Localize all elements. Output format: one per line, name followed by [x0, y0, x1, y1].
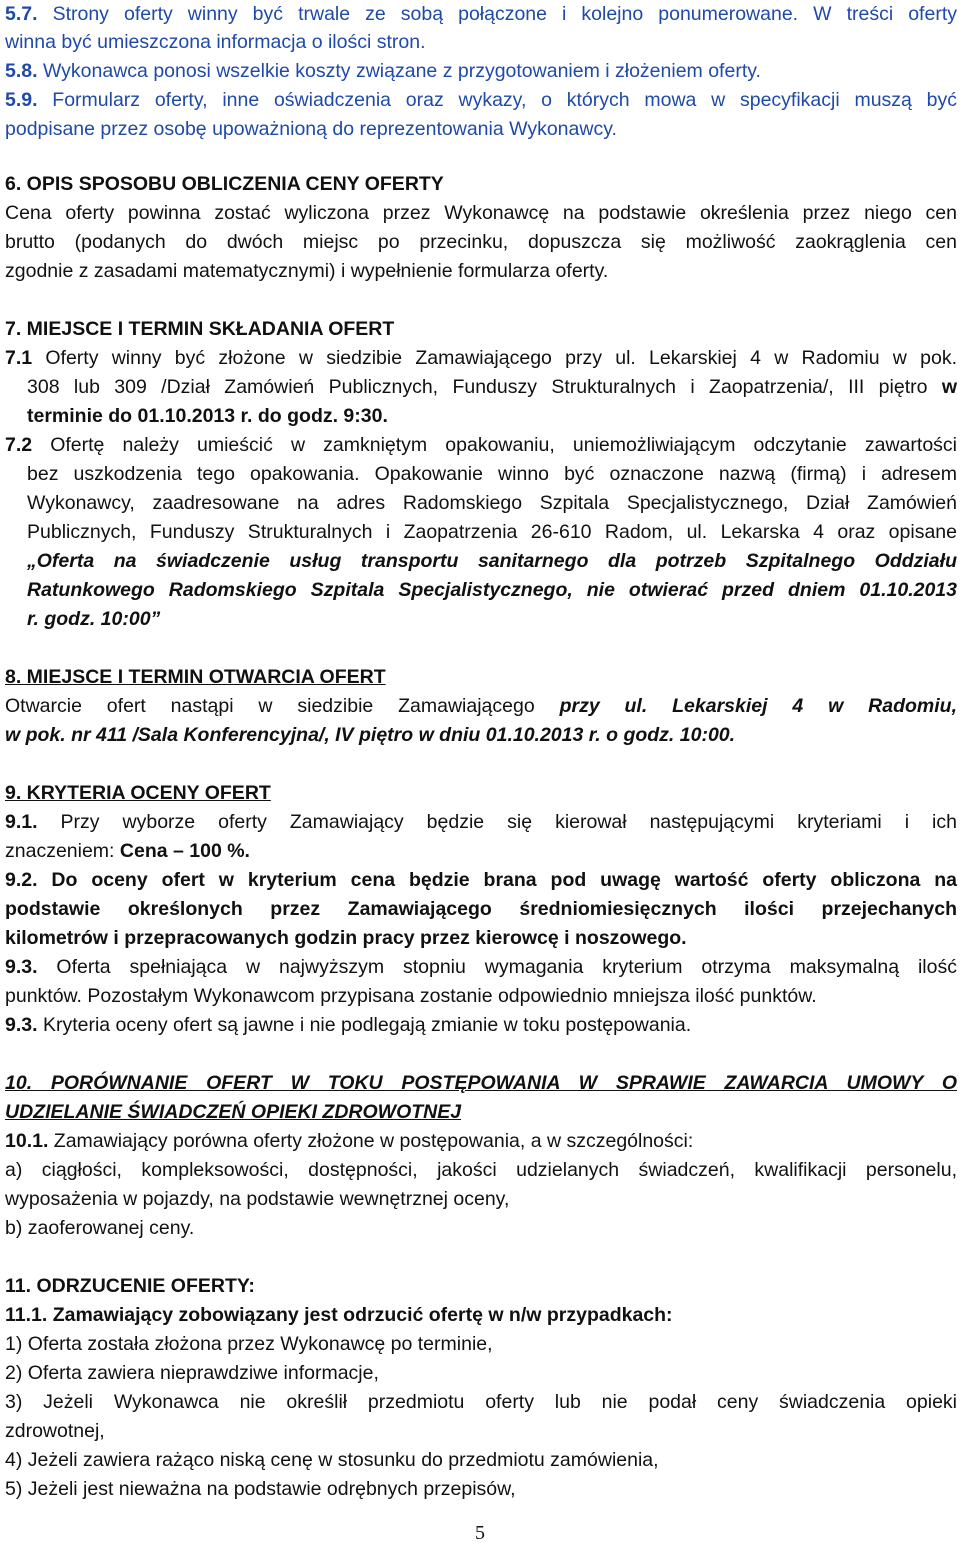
- text-line: Ratunkowego Radomskiego Szpitala Specjalistycznego, nie otwierać przed dniem 01.10.2013: [27, 579, 957, 601]
- text-run: znaczeniem:: [5, 840, 120, 862]
- text-line: podstawie określonych przez Zamawiającego średniomiesięcznych ilości przejechanych: [5, 898, 957, 920]
- text-line: terminie do 01.10.2013 r. do godz. 9:30.: [27, 405, 388, 427]
- text-run: Wykonawca ponosi wszelkie koszty związane z przygotowaniem i złożeniem oferty.: [37, 60, 761, 82]
- list-item: 1) Oferta została złożona przez Wykonawcę po terminie,: [5, 1333, 493, 1355]
- text-line: Cena oferty powinna zostać wyliczona przez Wykonawcę na podstawie określenia przez niego cen: [5, 202, 957, 224]
- text-run: Oferty winny być złożone w siedzibie Zamawiającego przy ul. Lekarskiej 4 w Radomiu w pok.: [32, 347, 957, 369]
- text-run: przy ul. Lekarskiej 4 w Radomiu,: [559, 695, 957, 717]
- text-run: Przy wyborze oferty Zamawiający będzie się kierował następującymi kryteriami i ich: [37, 811, 957, 833]
- text-run: Oferta spełniająca w najwyższym stopniu wymagania kryterium otrzyma maksymalną ilość: [37, 956, 957, 978]
- text-run: w: [941, 376, 957, 398]
- text-run: Ofertę należy umieścić w zamkniętym opakowaniu, uniemożliwiającym odczytanie zawartości: [32, 434, 957, 456]
- paragraph-7-2: [5, 433, 957, 457]
- paragraph-5-9: [5, 88, 957, 112]
- section-heading-11: 11. ODRZUCENIE OFERTY:: [5, 1275, 255, 1297]
- list-item: 3) Jeżeli Wykonawca nie określił przedmiotu oferty lub nie podał ceny świadczenia opieki: [5, 1391, 957, 1413]
- text-line: [27, 375, 957, 399]
- text-run: Zamawiający zobowiązany jest odrzucić ofertę w n/w przypadkach:: [47, 1304, 673, 1326]
- section-heading-9: [5, 781, 271, 805]
- text-line: punktów. Pozostałym Wykonawcom przypisana zostanie odpowiednio mniejsza ilość punktów.: [5, 985, 817, 1007]
- text-line: wyposażenia w pojazdy, na podstawie wewnętrznej oceny,: [5, 1188, 510, 1210]
- section-number: 11.1.: [5, 1304, 48, 1326]
- text-run: 308 lub 309 /Dział Zamówień Publicznych, Funduszy Strukturalnych i Zaopatrzenia/, III piętro: [27, 376, 942, 398]
- list-item: a) ciągłości, kompleksowości, dostępności, jakości udzielanych świadczeń, kwalifikacji personelu,: [5, 1159, 957, 1181]
- section-number: 10.1.: [5, 1130, 49, 1152]
- section-number: 9.3.: [5, 956, 38, 978]
- list-item: b) zaoferowanej ceny.: [5, 1217, 195, 1239]
- text-line: kilometrów i przepracowanych godzin pracy przez kierowcę i noszowego.: [5, 927, 687, 949]
- section-number: 9.2.: [5, 869, 38, 891]
- section-number: 5.9.: [5, 89, 38, 111]
- paragraph-9-2: [5, 868, 957, 892]
- text-run: Zamawiający porówna oferty złożone w postępowania, a w szczególności:: [48, 1130, 694, 1152]
- text-line: zgodnie z zasadami matematycznymi) i wypełnienie formularza oferty.: [5, 260, 609, 282]
- text-line: bez uszkodzenia tego opakowania. Opakowanie winno być oznaczone nazwą (firmą) i adresem: [27, 463, 957, 485]
- text-line: podpisane przez osobę upoważnioną do reprezentowania Wykonawcy.: [5, 118, 617, 140]
- text-line: winna być umieszczona informacja o ilości stron.: [5, 31, 426, 53]
- list-item: 4) Jeżeli zawiera rażąco niską cenę w stosunku do przedmiotu zamówienia,: [5, 1449, 659, 1471]
- section-number: 5.7.: [5, 3, 38, 25]
- heading-text: UDZIELANIE ŚWIADCZEŃ OPIEKI ZDROWOTNEJ: [5, 1101, 462, 1123]
- text-line: brutto (podanych do dwóch miejsc po przecinku, dopuszcza się możliwość zaokrąglenia cen: [5, 231, 957, 253]
- text-line: w pok. nr 411 /Sala Konferencyjna/, IV piętro w dniu 01.10.2013 r. o godz. 10:00.: [5, 724, 736, 746]
- section-number: 7.2: [5, 434, 33, 456]
- paragraph-9-1: [5, 810, 957, 834]
- text-line: Wykonawcy, zaadresowane na adres Radomskiego Szpitala Specjalistycznego, Dział Zamówień: [27, 492, 957, 514]
- section-heading-7: 7. MIEJSCE I TERMIN SKŁADANIA OFERT: [5, 318, 395, 340]
- paragraph-7-1: [5, 346, 957, 370]
- text-run: Cena – 100 %.: [119, 840, 250, 862]
- paragraph-11-1: [5, 1303, 673, 1327]
- section-number: 9.3.: [5, 1014, 38, 1036]
- text-run: Formularz oferty, inne oświadczenia oraz wykazy, o których mowa w specyfikacji muszą być: [37, 89, 957, 111]
- section-heading-10: [5, 1071, 957, 1095]
- section-heading-6: 6. OPIS SPOSOBU OBLICZENIA CENY OFERTY: [5, 173, 444, 195]
- text-run: Otwarcie ofert nastąpi w siedzibie Zamawiającego: [5, 695, 560, 717]
- text-run: Do oceny ofert w kryterium cena będzie brana pod uwagę wartość oferty obliczona na: [37, 869, 957, 891]
- text-line: [5, 839, 250, 863]
- heading-text: 8. MIEJSCE I TERMIN OTWARCIA OFERT: [5, 666, 386, 688]
- section-heading-10-cont: [5, 1100, 461, 1124]
- paragraph-5-7: [5, 2, 957, 26]
- text-line: zdrowotnej,: [5, 1420, 105, 1442]
- list-item: 5) Jeżeli jest nieważna na podstawie odrębnych przepisów,: [5, 1478, 516, 1500]
- text-line: [5, 694, 957, 718]
- heading-text: 9. KRYTERIA OCENY OFERT: [5, 782, 271, 804]
- paragraph-10-1: [5, 1129, 693, 1153]
- list-item: 2) Oferta zawiera nieprawdziwe informacje,: [5, 1362, 379, 1384]
- section-number: 9.1.: [5, 811, 38, 833]
- text-line: r. godz. 10:00”: [27, 608, 161, 630]
- text-run: Strony oferty winny być trwale ze sobą połączone i kolejno ponumerowane. W treści oferty: [37, 3, 957, 25]
- section-heading-8: [5, 665, 386, 689]
- page-number: 5: [475, 1522, 485, 1544]
- heading-text: 10. PORÓWNANIE OFERT W TOKU POSTĘPOWANIA W SPRAWIE ZAWARCIA UMOWY O: [5, 1072, 957, 1094]
- text-line: „Oferta na świadczenie usług transportu sanitarnego dla potrzeb Szpitalnego Oddziału: [27, 550, 957, 572]
- text-run: Kryteria oceny ofert są jawne i nie podlegają zmianie w toku postępowania.: [37, 1014, 692, 1036]
- section-number: 7.1: [5, 347, 33, 369]
- text-line: Publicznych, Funduszy Strukturalnych i Zaopatrzenia 26-610 Radom, ul. Lekarska 4 oraz opisane: [27, 521, 957, 543]
- paragraph-9-3: [5, 955, 957, 979]
- paragraph-9-3-b: [5, 1013, 691, 1037]
- section-number: 5.8.: [5, 60, 38, 82]
- paragraph-5-8: [5, 59, 761, 83]
